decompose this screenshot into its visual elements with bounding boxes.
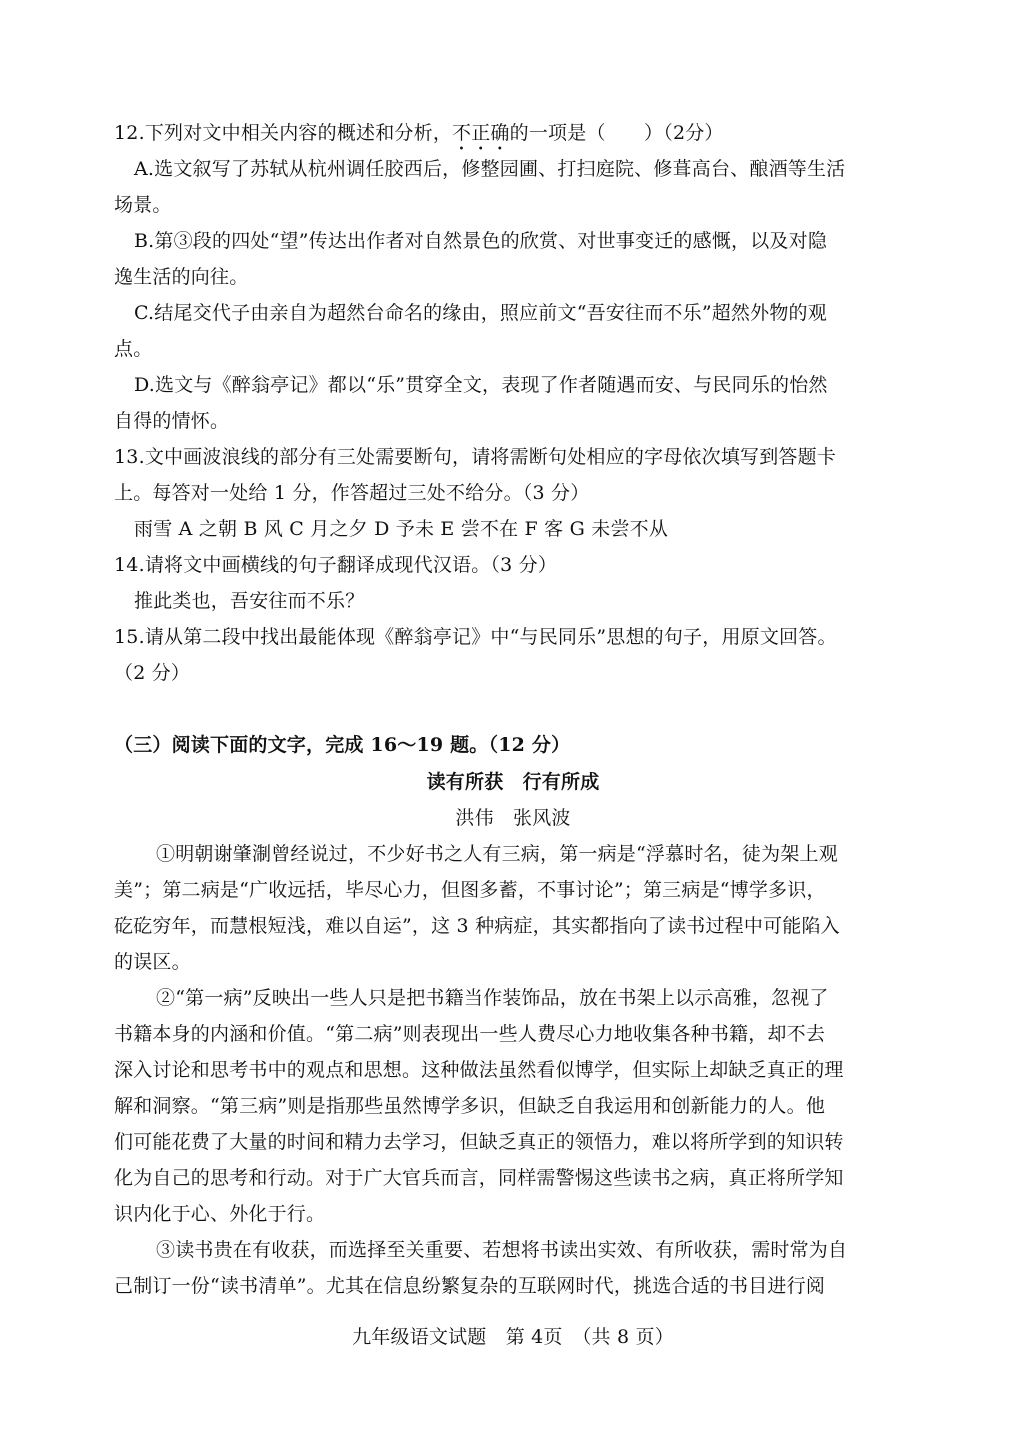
paragraph-2-line3: 深入讨论和思考书中的观点和思想。这种做法虽然看似博学，但实际上却缺乏真正的理 (114, 1059, 844, 1081)
q12-stem-emphasis: 不正确 (452, 122, 510, 144)
paragraph-2-line4: 解和洞察。“第三病”则是指那些虽然博学多识，但缺乏自我运用和创新能力的人。他 (114, 1095, 826, 1117)
section3-heading: （三）阅读下面的文字，完成 16～19 题。（12 分） (114, 734, 571, 756)
q13-text: 雨雪 A 之朝 B 风 C 月之夕 D 予未 E 尝不在 F 客 G 未尝不从 (134, 518, 669, 540)
paragraph-2-line7: 识内化于心、外化于行。 (114, 1203, 326, 1225)
q14-stem: 14.请将文中画横线的句子翻译成现代汉语。（3 分） (114, 554, 558, 576)
article-authors: 洪伟 张风波 (455, 807, 571, 829)
q12-stem (114, 121, 914, 155)
paragraph-2-line2: 书籍本身的内涵和价值。“第二病”则表现出一些人费尽心力地收集各种书籍，却不去 (114, 1023, 826, 1045)
paragraph-1-line3: 矻矻穷年，而慧根短浅，难以自运”，这 3 种病症，其实都指向了读书过程中可能陷入 (114, 915, 840, 937)
q12-stem-b: 的一项是（ ）（2分） (509, 122, 724, 144)
q12-option-c-line1: C.结尾交代子由亲自为超然台命名的缘由，照应前文“吾安往而不乐”超然外物的观 (134, 302, 827, 324)
article-title: 读有所获 行有所成 (426, 771, 600, 793)
q12-option-d-line2: 自得的情怀。 (114, 410, 230, 432)
paragraph-3-line2: 己制订一份“读书清单”。尤其在信息纷繁复杂的互联网时代，挑选合适的书目进行阅 (114, 1275, 826, 1297)
paragraph-1-line1: ①明朝谢肇淛曾经说过，不少好书之人有三病，第一病是“浮慕时名，徒为架上观 (156, 843, 838, 865)
q12-option-b-line1: B.第③段的四处“望”传达出作者对自然景色的欣赏、对世事变迁的感慨，以及对隐 (134, 230, 828, 252)
q12-option-a-line1: A.选文叙写了苏轼从杭州调任胶西后，修整园圃、打扫庭院、修葺高台、酿酒等生活 (134, 158, 846, 180)
q15-stem-line1: 15.请从第二段中找出最能体现《醉翁亭记》中“与民同乐”思想的句子，用原文回答。 (114, 626, 837, 648)
q14-text: 推此类也，吾安往而不乐？ (134, 590, 365, 612)
paragraph-3-line1: ③读书贵在有收获，而选择至关重要、若想将书读出实效、有所收获，需时常为自 (156, 1239, 848, 1261)
q12-option-a-line2: 场景。 (114, 194, 172, 216)
paragraph-2-line5: 们可能花费了大量的时间和精力去学习，但缺乏真正的领悟力，难以将所学到的知识转 (114, 1131, 844, 1153)
q12-option-c-line2: 点。 (114, 338, 153, 360)
page-footer: 九年级语文试题 第 4页 （共 8 页） (352, 1326, 674, 1348)
paragraph-1-line4: 的误区。 (114, 951, 191, 973)
paragraph-1-line2: 美”；第二病是“广收远括，毕尽心力，但图多蓄，不事讨论”；第三病是“博学多识， (114, 879, 826, 901)
q12-option-b-line2: 逸生活的向往。 (114, 266, 249, 288)
q12-option-d-line1: D.选文与《醉翁亭记》都以“乐”贯穿全文，表现了作者随遇而安、与民同乐的怡然 (134, 374, 828, 396)
paragraph-2-line1: ②“第一病”反映出一些人只是把书籍当作装饰品，放在书架上以示高雅，忽视了 (156, 987, 829, 1009)
q15-stem-line2: （2 分） (114, 662, 191, 684)
q12-stem-a: 12.下列对文中相关内容的概述和分析， (114, 122, 453, 144)
paragraph-2-line6: 化为自己的思考和行动。对于广大官兵而言，同样需警惕这些读书之病，真正将所学知 (114, 1167, 844, 1189)
q13-stem-line1: 13.文中画波浪线的部分有三处需要断句，请将需断句处相应的字母依次填写到答题卡 (114, 446, 837, 468)
q13-stem-line2: 上。每答对一处给 1 分，作答超过三处不给分。（3 分） (114, 482, 590, 504)
